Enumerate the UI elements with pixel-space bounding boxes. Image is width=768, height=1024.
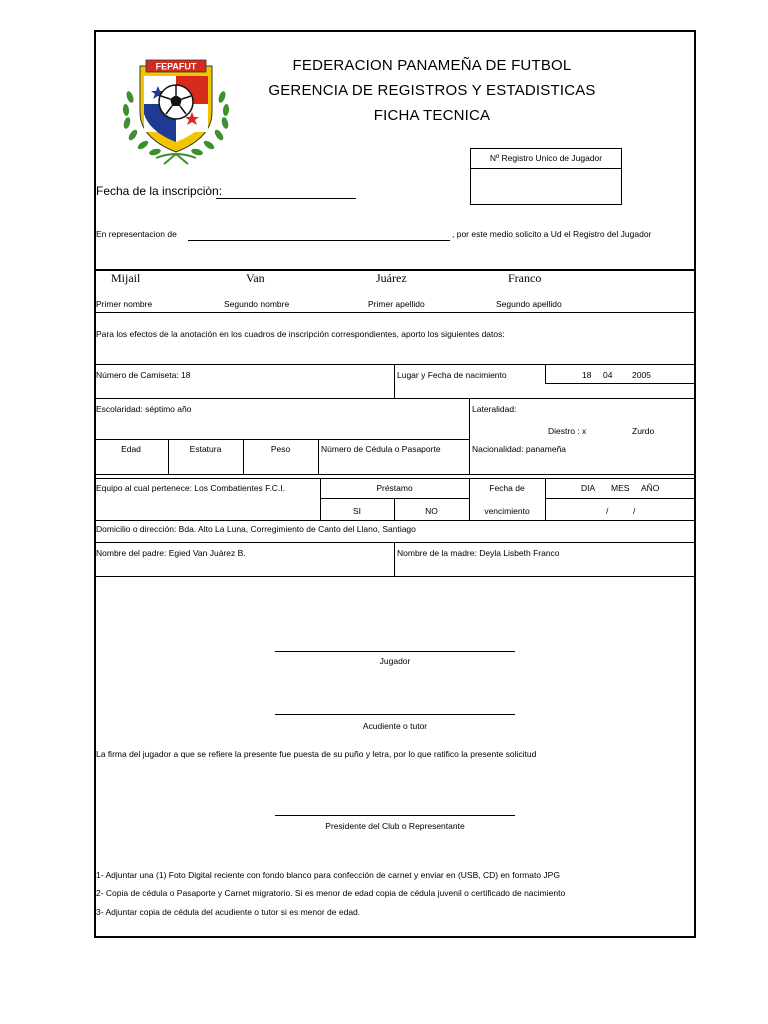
nacimiento-day[interactable]: 18 bbox=[582, 370, 592, 380]
presidente-signature-line[interactable] bbox=[275, 815, 515, 816]
header-line3: FICHA TECNICA bbox=[373, 107, 491, 124]
prestamo-si[interactable]: SI bbox=[352, 506, 362, 516]
vencimiento-slash2: / bbox=[633, 506, 636, 516]
acudiente-signature-line[interactable] bbox=[275, 714, 515, 715]
vencimiento-dia: DIA bbox=[581, 483, 596, 493]
header-line2: GERENCIA DE REGISTROS Y ESTADISTICAS bbox=[268, 82, 596, 99]
cedula-label: Número de Cédula o Pasaporte bbox=[321, 444, 441, 454]
nacimiento-month[interactable]: 04 bbox=[603, 370, 613, 380]
jugador-label: Jugador bbox=[379, 656, 411, 666]
estatura-label: Estatura bbox=[189, 444, 222, 454]
segundo-nombre-label: Segundo nombre bbox=[224, 299, 290, 309]
representacion-suffix: , por este medio solicito a Ud el Registro del Jugador bbox=[452, 229, 652, 239]
equipo-field[interactable]: Equipo al cual pertenece: Los Combatientes F.C.I. bbox=[96, 483, 285, 493]
nacimiento-year[interactable]: 2005 bbox=[632, 370, 651, 380]
lateralidad-diestro[interactable]: Diestro : x bbox=[548, 426, 587, 436]
vencimiento-label1: Fecha de bbox=[489, 483, 525, 493]
representacion-prefix: En representacion de bbox=[96, 229, 177, 239]
primer-apellido-value[interactable]: Juárez bbox=[376, 271, 407, 285]
segundo-nombre-value[interactable]: Van bbox=[246, 271, 265, 285]
edad-label: Edad bbox=[121, 444, 141, 454]
madre-field[interactable]: Nombre de la madre: Deyla Lisbeth Franco bbox=[397, 548, 560, 558]
efectos-text: Para los efectos de la anotación en los cuadros de inscripción correspondientes, aporto los siguientes datos: bbox=[96, 329, 505, 339]
jugador-signature-line[interactable] bbox=[275, 651, 515, 652]
segundo-apellido-label: Segundo apellido bbox=[496, 299, 562, 309]
representacion-field[interactable] bbox=[188, 229, 450, 240]
acudiente-label: Acudiente o tutor bbox=[362, 721, 428, 731]
camiseta-field[interactable]: Número de Camiseta: 18 bbox=[96, 370, 191, 380]
prestamo-no[interactable]: NO bbox=[425, 506, 438, 516]
nota-1: 1- Adjuntar una (1) Foto Digital reciente con fondo blanco para confección de carnet y enviar en (USB, CD) en formato JPG bbox=[96, 870, 560, 880]
vencimiento-label2: vencimiento bbox=[484, 506, 530, 516]
inscripcion-label: Fecha de la inscripciòn: bbox=[96, 184, 223, 198]
lateralidad-zurdo[interactable]: Zurdo bbox=[632, 426, 655, 436]
declaracion-text: La firma del jugador a que se refiere la presente fue puesta de su puño y letra, por lo que ratifico la presente solicitud bbox=[96, 749, 537, 759]
padre-field[interactable]: Nombre del padre: Egied Van Juárez B. bbox=[96, 548, 246, 558]
nacimiento-label: Lugar y Fecha de nacimiento bbox=[397, 370, 507, 380]
nacimiento-date-box bbox=[545, 364, 696, 384]
peso-label: Peso bbox=[270, 444, 291, 454]
vencimiento-slash1: / bbox=[606, 506, 609, 516]
header-line1: FEDERACION PANAMEÑA DE FUTBOL bbox=[292, 57, 572, 74]
nota-3: 3- Adjuntar copia de cédula del acudiente o tutor si es menor de edad. bbox=[96, 907, 361, 917]
presidente-label: Presidente del Club o Representante bbox=[325, 821, 465, 831]
domicilio-field[interactable]: Domicilio o dirección: Bda. Alto La Luna, Corregimiento de Canto del Llano, Santiago bbox=[96, 524, 416, 534]
primer-apellido-label: Primer apellido bbox=[368, 299, 425, 309]
escolaridad-field[interactable]: Escolaridad: séptimo año bbox=[96, 404, 192, 414]
inscripcion-field[interactable] bbox=[216, 184, 356, 198]
logo-text: FEPAFUT bbox=[155, 61, 197, 72]
prestamo-label: Préstamo bbox=[376, 483, 413, 493]
lateralidad-label: Lateralidad: bbox=[472, 404, 517, 414]
vencimiento-anio: AÑO bbox=[641, 483, 660, 493]
vencimiento-mes: MES bbox=[611, 483, 630, 493]
nota-2: 2- Copia de cédula o Pasaporte y Carnet migratorio. Si es menor de edad copia de cédula juvenil o certificado de nacimiento bbox=[96, 888, 566, 898]
nacionalidad-field[interactable]: Nacionalidad: panameña bbox=[472, 444, 567, 454]
segundo-apellido-value[interactable]: Franco bbox=[508, 271, 542, 285]
primer-nombre-value[interactable]: Mijail bbox=[111, 271, 141, 285]
registro-label: Nº Registro Unico de Jugador bbox=[489, 153, 603, 163]
fepafut-logo bbox=[116, 52, 236, 170]
registro-value[interactable] bbox=[474, 180, 618, 196]
primer-nombre-label: Primer nombre bbox=[96, 299, 153, 309]
